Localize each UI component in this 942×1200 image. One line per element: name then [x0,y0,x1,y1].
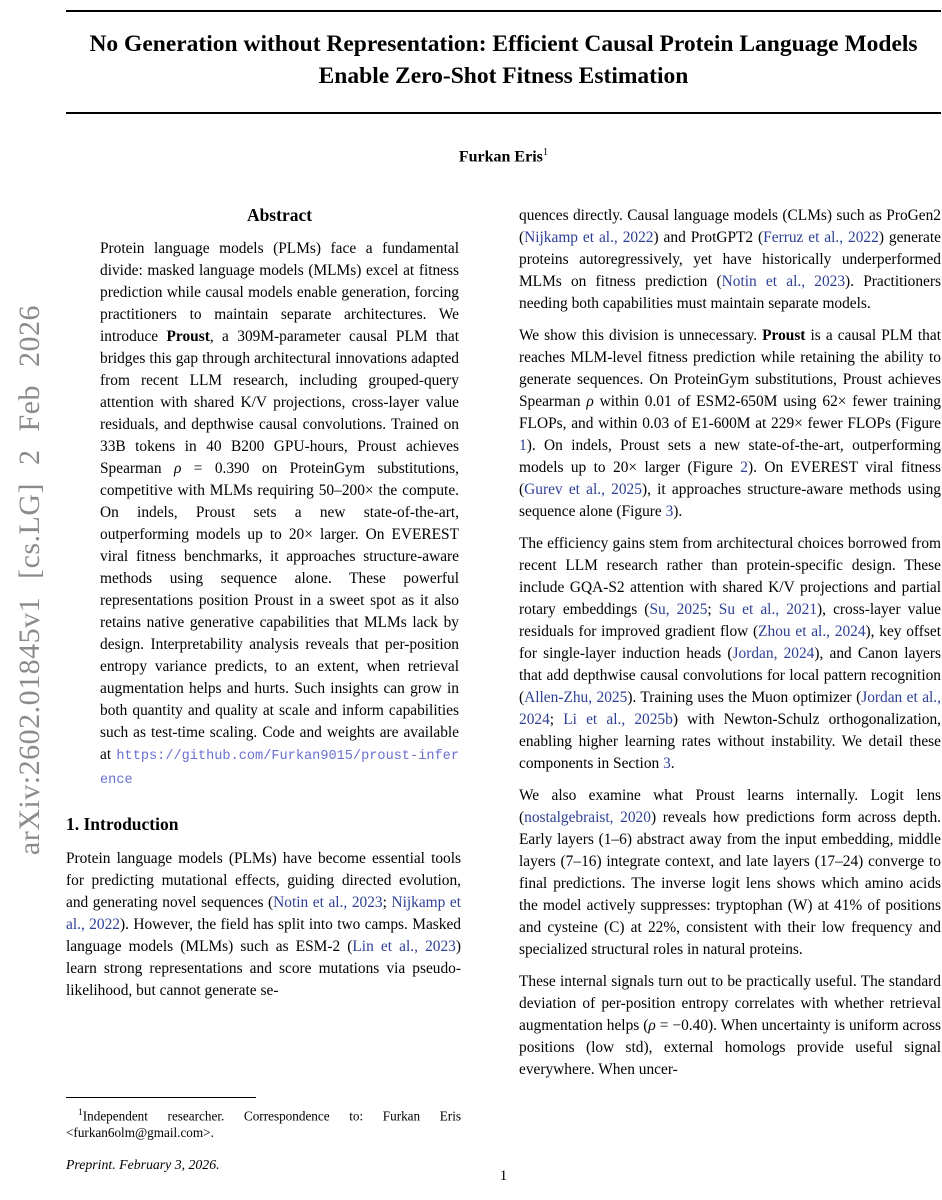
citation-link[interactable]: Nijkamp et al., 2022 [524,229,654,247]
citation-link[interactable]: Allen-Zhu, 2025 [524,689,628,707]
citation-link[interactable]: Zhou et al., 2024 [758,623,866,641]
paper-content [66,0,941,1173]
math-symbol: ρ [648,1017,656,1035]
text-run: Protein language models (PLMs) have become essential tools for predicting mutational effects, guiding directed evolution, and generating novel sequences ( [66,850,461,912]
text-run: ). On EVEREST viral fitness ( [519,459,942,499]
text-run: ), key offset for single-layer induction heads ( [519,623,941,663]
text-run: These internal signals turn out to be practically useful. The standard deviation of per-position entropy correlates with whether retrieval augmentation helps ( [519,973,941,1035]
text-run: ) and ProtGPT2 ( [653,229,764,247]
citation-link[interactable]: 1 [519,437,527,455]
paper-title: No Generation without Representation: Efficient Causal Protein Language Models Enable Zero-Shot Fitness Estimation [89,31,918,90]
text-run: ; [382,894,392,912]
text-run: ). On indels, Proust sets a new state-of-the-art, outperforming models up to 20× larger (Figure [519,437,941,477]
footnote-rule [66,1097,256,1098]
text-run: ) with Newton-Schulz orthogonalization, enabling higher learning rates without instability. We detail these components in Section [519,711,941,773]
citation-link[interactable]: Jordan et al., 2024 [519,689,941,729]
url-link[interactable]: https://github.com/Furkan9015/proust-inference [100,749,459,789]
arxiv-banner: arXiv:2602.01845v1 [cs.LG] 2 Feb 2026 [13,304,46,856]
citation-link[interactable]: Su et al., 2021 [718,601,818,619]
citation-link[interactable]: Li et al., 2025b [563,711,673,729]
author-name: Furkan Eris [458,148,543,166]
preprint-note: Preprint. February 3, 2026. [66,1157,220,1173]
citation-link[interactable]: 2 [740,459,748,477]
bold-text: Proust [166,328,210,346]
citation-link[interactable]: 3 [665,503,674,521]
text-run: Independent researcher. Correspondence to: Furkan Eris <furkan6olm@gmail.com>. [66,1108,461,1141]
text-run: We also examine what Proust learns internally. Logit lens ( [519,787,941,827]
text-run: ), and Canon layers that add depthwise causal convolutions for local pattern recognition ( [519,645,941,707]
abstract-heading: Abstract [246,205,313,226]
text-run: within 0.01 of ESM2-650M using 62× fewer training FLOPs, and within 0.03 of E1-600M at 229× fewer FLOPs (Figure [519,393,941,433]
body-paragraph [519,325,941,523]
citation-link[interactable]: Lin et al., 2023 [352,938,456,956]
citation-link[interactable]: Ferruz et al., 2022 [763,229,879,247]
text-run: We show this division is unnecessary. [519,327,763,345]
bold-text: Proust [762,327,806,345]
text-run: ). However, the field has split into two camps. Masked language models (MLMs) such as ESM-2 ( [66,916,461,956]
text-run: ; [707,601,719,619]
text-run: ) reveals how predictions form across depth. Early layers (1–6) abstract away from the input embedding, middle layers (7–16) integrate context, and late layers (17–24) converge to final predictions. The inverse logit lens shows which amino acids the model actively suppresses: tryptophan (W) at 41% of positions and cysteine (C) at 22%, consistent with their low frequency and specialized structural roles in natural proteins. [519,809,941,959]
header-bottom-rule [66,112,941,114]
two-column-body [66,205,941,1173]
text-run: Protein language models (PLMs) face a fundamental divide: masked language models (MLMs) excel at fitness prediction while causal models enable generation, forcing practitioners to maintain separate architectures. We introduce [100,240,459,346]
text-run: ), cross-layer value residuals for improved gradient flow ( [519,601,942,641]
right-column [519,205,941,1173]
footnote-block [66,1097,461,1173]
section-heading-introduction: 1. Introduction [66,814,179,835]
text-run: quences directly. Causal language models (CLMs) such as ProGen2 ( [519,207,941,247]
body-paragraph [519,971,941,1081]
abstract-text [100,238,459,792]
body-paragraph [519,785,941,961]
header-top-rule [66,10,941,12]
citation-link[interactable]: Su, 2025 [649,601,708,619]
text-run: ) learn strong representations and score mutations via pseudo-likelihood, but cannot generate se- [66,938,461,1000]
text-run: = −0.40). When uncertainty is uniform across positions (low std), external homologs provide useful signal everywhere. When uncer- [519,1017,941,1079]
body-paragraph [519,205,941,315]
footnote-text [66,1105,461,1141]
text-run: ; [549,711,564,729]
text-run: The efficiency gains stem from architectural choices borrowed from recent LLM research rather than protein-specific design. These include GQA-S2 attention with shared K/V projections and partial rotary embeddings ( [519,535,941,619]
citation-link[interactable]: Gurev et al., 2025 [524,481,642,499]
citation-link[interactable]: 3 [663,755,671,773]
page-number: 1 [499,1168,508,1184]
math-symbol: ρ [586,393,594,411]
text-run: ) generate proteins autoregressively, yet have historically underperformed MLMs on fitness prediction ( [519,229,941,291]
author-footnote-marker: 1 [542,146,549,158]
text-run: is a causal PLM that reaches MLM-level fitness prediction while retaining the ability to generate sequences. On ProteinGym substitutions, Proust achieves Spearman [519,327,941,411]
text-run: . [670,755,675,773]
math-symbol: ρ [173,460,182,478]
text-run: ). [673,503,683,521]
citation-link[interactable]: nostalgebraist, 2020 [524,809,651,827]
citation-link[interactable]: Notin et al., 2023 [721,273,846,291]
left-column [66,205,461,1173]
author-block [66,147,941,166]
text-run: = 0.390 on ProteinGym substitutions, competitive with MLMs requiring 50–200× the compute. On indels, Proust sets a new state-of-the-art, outperforming models up to 20× larger. On EVEREST viral fitness benchmarks, it approaches structure-aware methods using sequence alone. These powerful representations position Proust in a sweet spot as it also retains native generative capabilities that MLMs lack by design. Interpretability analysis reveals that per-position entropy variance predicts, to an extent, when retrieval augmentation helps and hurts. Such insights can grow in both quantity and quality at scale and inform capabilities such as test-time scaling. Code and weights are available at [100,460,459,764]
text-run: ), it approaches structure-aware methods using sequence alone (Figure [519,481,941,521]
abstract-section [100,205,459,792]
text-run: ). Practitioners needing both capabilities must maintain separate models. [519,273,941,313]
introduction-paragraph [66,848,461,1002]
citation-link[interactable]: Notin et al., 2023 [273,894,383,912]
footnote-marker: 1 [78,1107,83,1118]
body-paragraph [519,533,941,775]
citation-link[interactable]: Nijkamp et al., 2022 [66,894,461,934]
text-run: ). Training uses the Muon optimizer ( [627,689,862,707]
citation-link[interactable]: Jordan, 2024 [732,645,815,663]
text-run: , a 309M-parameter causal PLM that bridges this gap through architectural innovations adapted from recent LLM research, including grouped-query attention with shared K/V projections, cross-layer value residuals, and depthwise causal convolutions. Trained on 33B tokens in 40 B200 GPU-hours, Proust achieves Spearman [100,328,459,478]
